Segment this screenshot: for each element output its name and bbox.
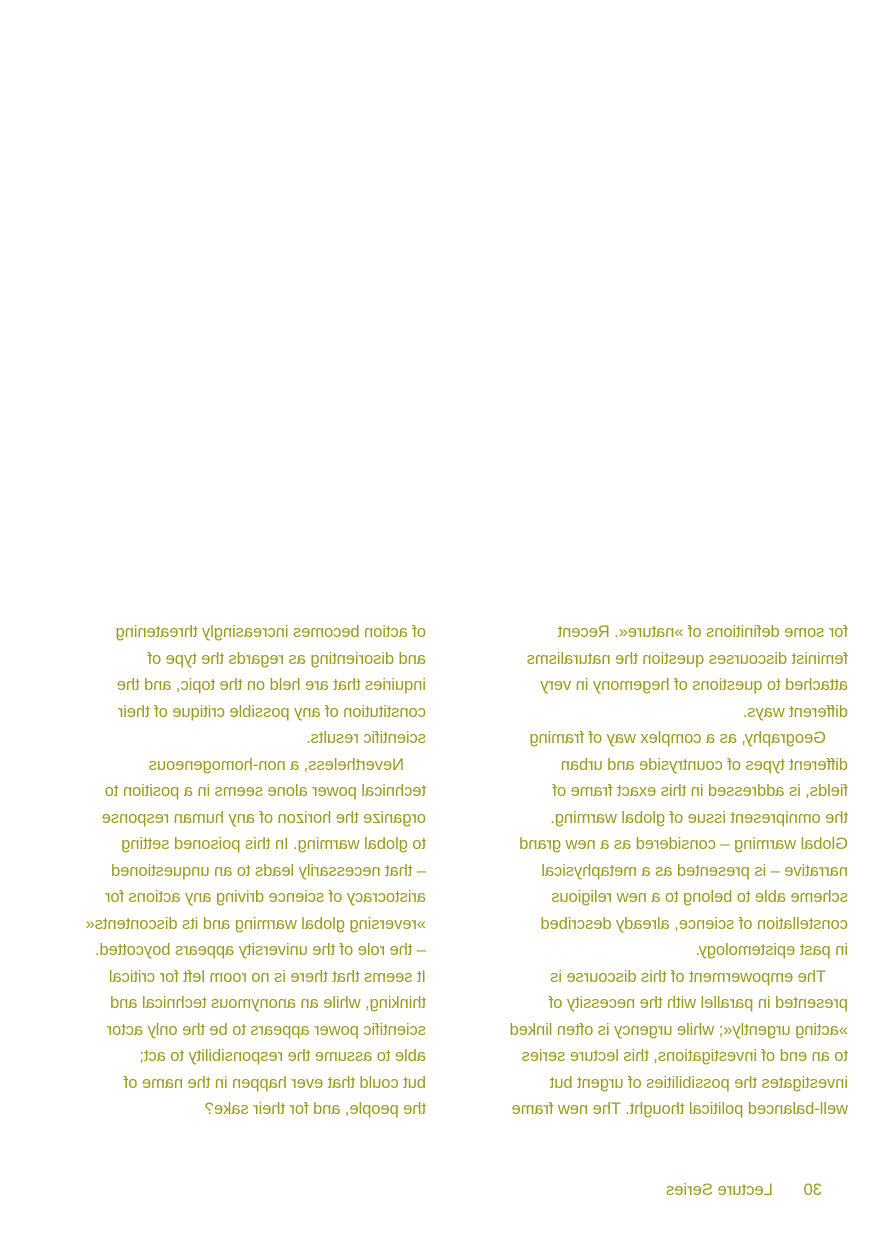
text-line: of action becomes increasingly threatening <box>115 622 426 641</box>
text-column-first <box>453 619 848 1123</box>
text-line: scientific results. <box>306 728 426 747</box>
text-line: investigates the possibilities of urgent but <box>549 1072 848 1092</box>
text-line: but could that ever happen in the name of <box>123 1072 426 1092</box>
text-line: fields, is addressed in this exact frame of <box>552 781 848 800</box>
text-line: and disorienting as regards the type of <box>147 648 426 668</box>
text-line: inquiries that are held on the topic, and the <box>116 675 426 694</box>
text-line: scheme able to belong to a new religious <box>551 887 848 906</box>
text-line: feminist discourses question the naturalisms <box>526 648 848 668</box>
text-line: Geography, as a complex way of framing <box>529 728 826 747</box>
text-line: different ways. <box>742 701 848 721</box>
text-line: thinking, while an anonymous technical and <box>110 993 426 1012</box>
text-line: in past epistemology. <box>695 940 848 959</box>
text-line: »reversing global warming and its discontents« <box>85 913 426 933</box>
text-line: to an end of investigations, this lecture series <box>521 1046 848 1065</box>
text-line: organize the horizon of any human response <box>101 807 426 827</box>
text-line: scientific power appears to be the only actor <box>106 1019 426 1039</box>
text-line: The empowerment of this discourse is <box>550 966 826 986</box>
text-line: for some definitions of »nature«. Recent <box>557 622 848 641</box>
page-number: 30 <box>803 1180 822 1199</box>
page-footer <box>666 1178 822 1202</box>
text-line: »acting urgently«; while urgency is often linked <box>509 1019 848 1039</box>
text-line: able to assume the responsibility to act; <box>139 1046 426 1065</box>
text-line: aristocracy of science driving any actions for <box>105 887 426 906</box>
text-line: constitution of any possible critique of their <box>117 701 426 721</box>
text-line: the people, and for their sake? <box>204 1099 426 1118</box>
section-name: Lecture Series <box>665 1180 773 1199</box>
text-line: different types of countryside and urban <box>560 754 848 774</box>
text-line: attached to questions of hegemony in very <box>540 675 848 694</box>
text-line: Global warming – considered as a new grand <box>519 834 848 853</box>
text-line: – that necessarily leads to an unquestioned <box>111 860 426 880</box>
text-line: narrative – is presented as a metaphysical <box>541 860 848 880</box>
text-line: the omnipresent issue of global warming. <box>550 807 848 827</box>
text-line: Nevertheless, a non-homogeneous <box>148 754 404 774</box>
text-line: constellation of science, already described <box>540 913 848 933</box>
text-line: It seems that there is no room left for critical <box>108 966 426 986</box>
text-line: technical power alone seems in a position to <box>104 781 426 800</box>
text-line: presented in parallel with the necessity of <box>548 993 848 1012</box>
text-line: to global warming. In this poisoned setting <box>121 834 426 853</box>
text-line: well-balanced political thought. The new frame <box>511 1099 848 1118</box>
text-line: – the role of the university appears boycotted. <box>94 940 426 959</box>
text-column-second <box>26 619 426 1123</box>
